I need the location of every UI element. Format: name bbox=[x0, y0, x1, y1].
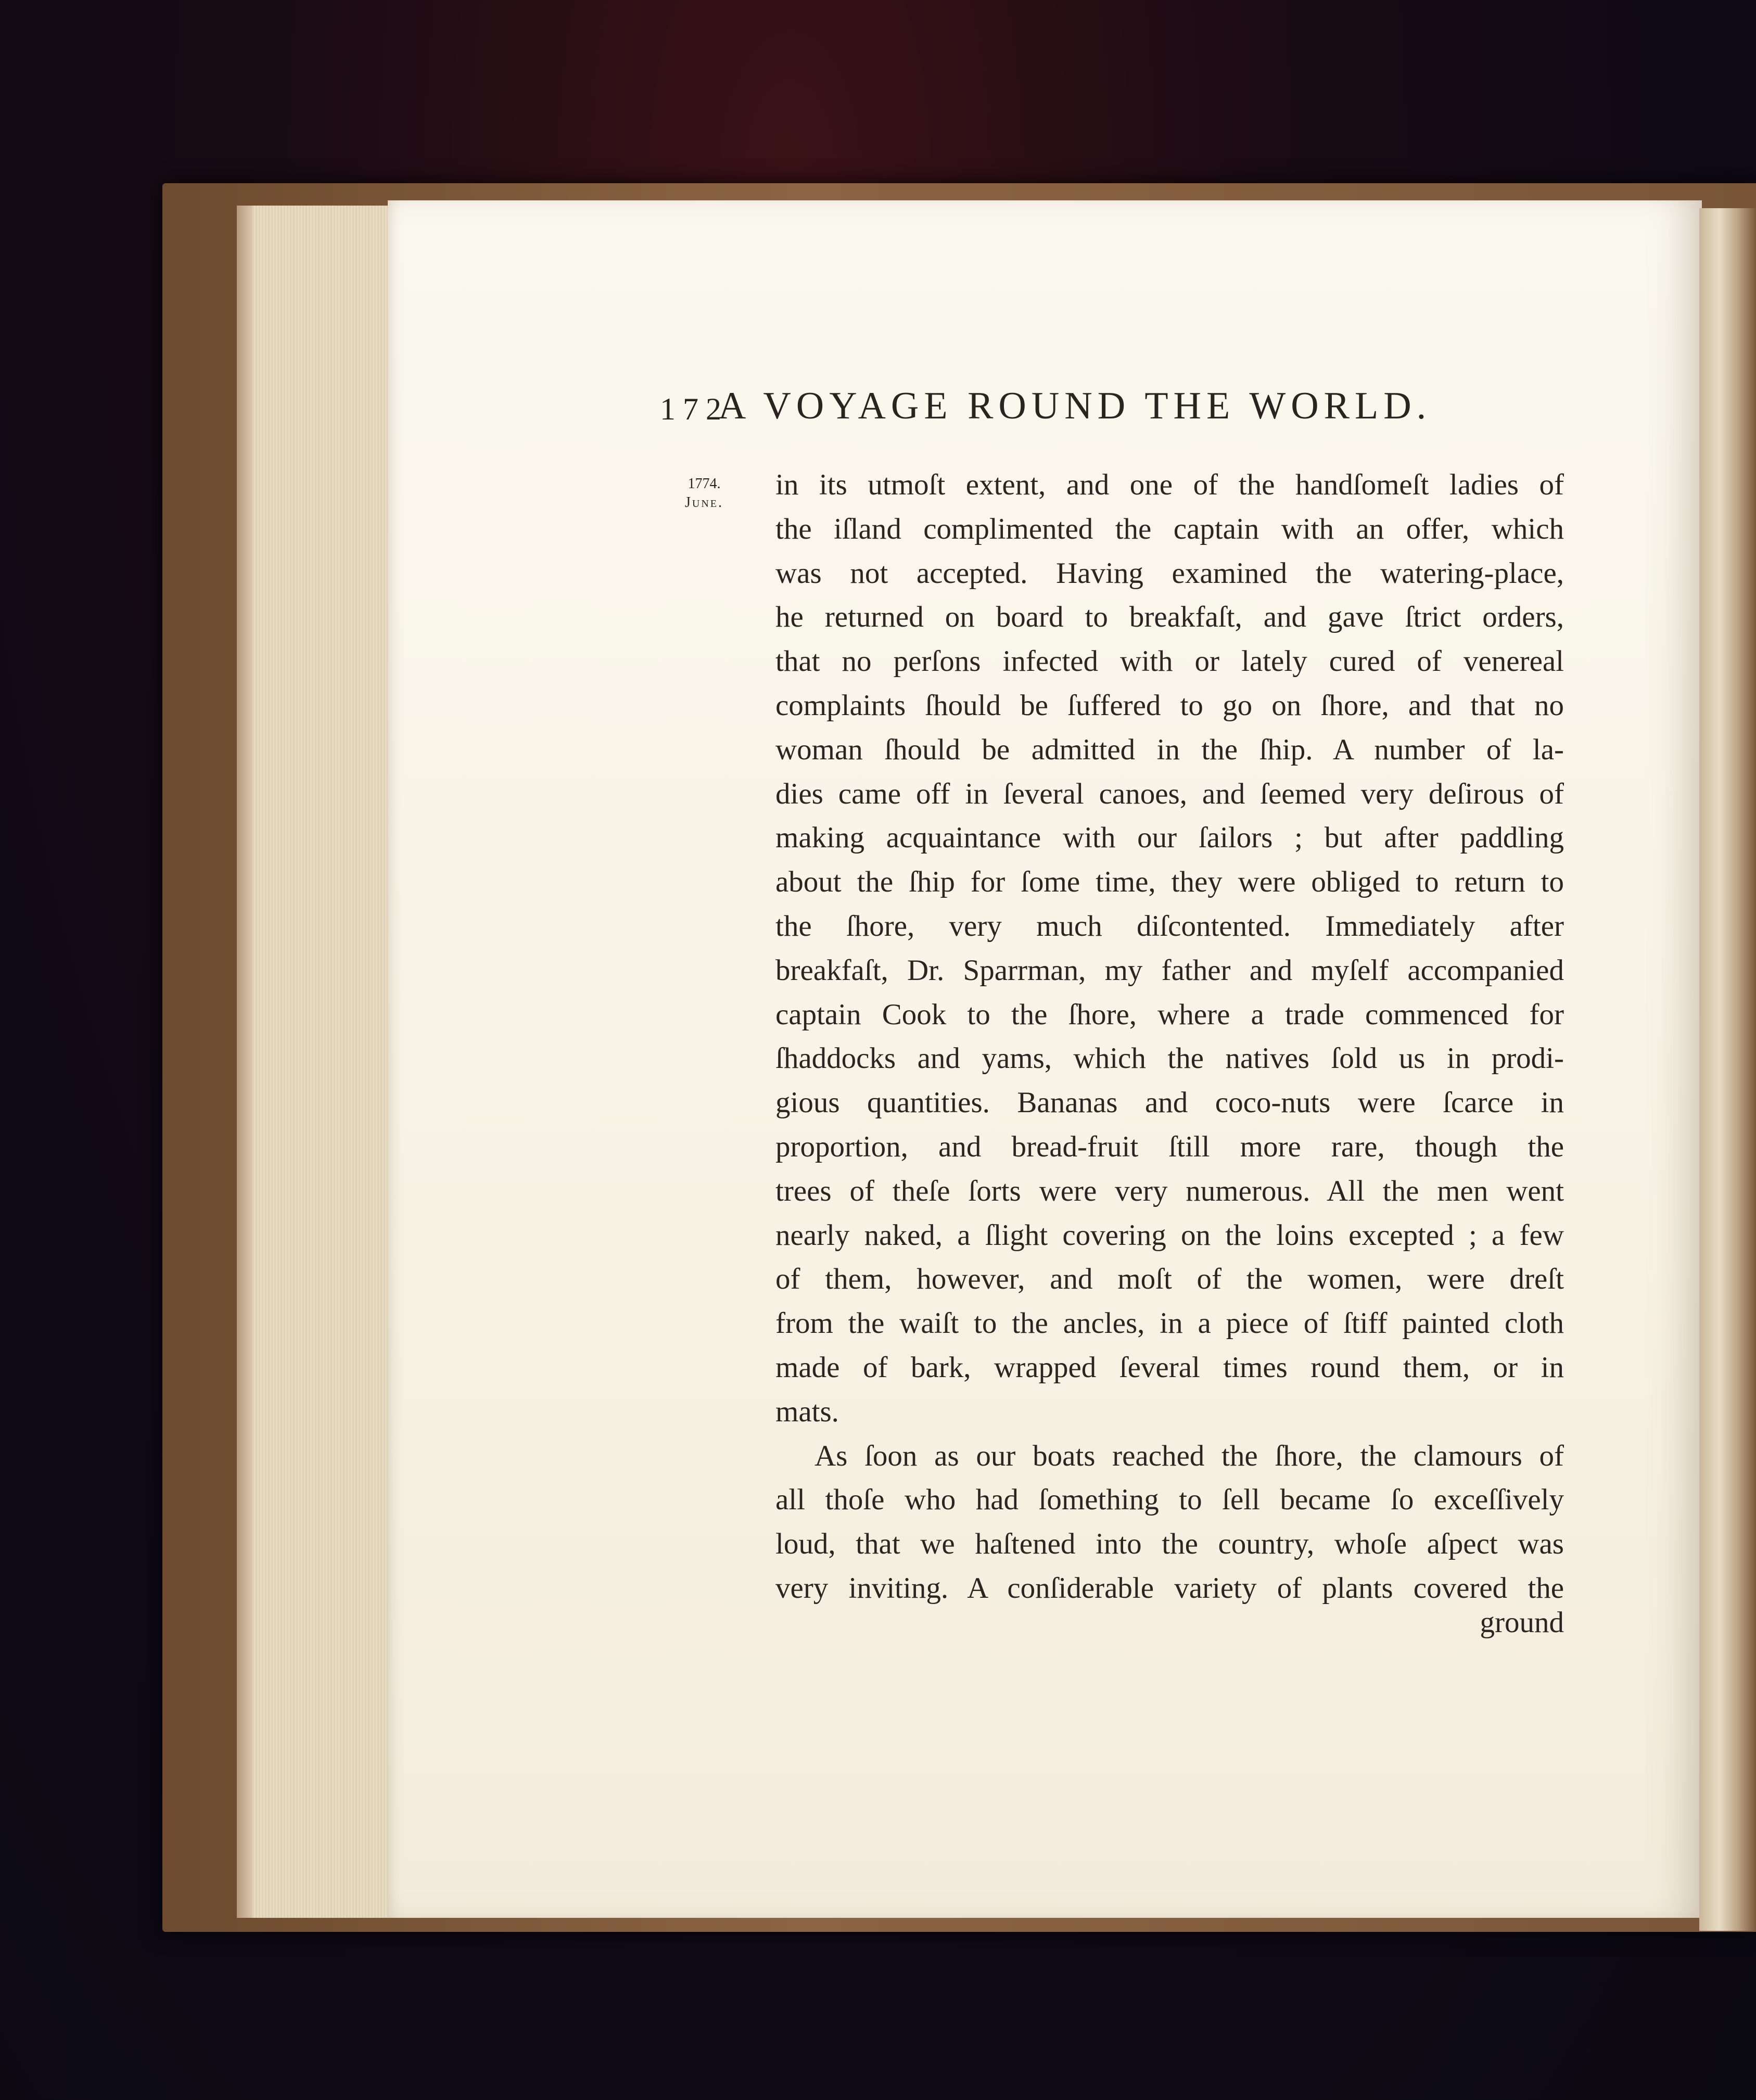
text-line: made of bark, wrapped ſeveral times round them, or in bbox=[775, 1351, 1564, 1384]
text-line: the iſland complimented the captain with an offer, which bbox=[775, 512, 1564, 545]
text-line: of them, however, and moſt of the women, were dreſt bbox=[775, 1263, 1564, 1296]
text-line: proportion, and bread-fruit ſtill more rare, though the bbox=[775, 1130, 1564, 1163]
margin-note-year: 1774. bbox=[688, 476, 721, 492]
body-text bbox=[775, 463, 1564, 1611]
catchword: ground bbox=[1480, 1606, 1564, 1639]
text-line: making acquaintance with our ſailors ; but after paddling bbox=[775, 821, 1564, 855]
text-line: all thoſe who had ſomething to ſell became ſo exceſſively bbox=[775, 1483, 1564, 1517]
text-line: in its utmoſt extent, and one of the handſomeſt ladies of bbox=[775, 468, 1564, 501]
page-block-shadow bbox=[237, 206, 252, 1918]
text-line: about the ſhip for ſome time, they were obliged to return to bbox=[775, 866, 1564, 899]
text-line: that no perſons infected with or lately cured of venereal bbox=[775, 645, 1564, 678]
text-line: woman ſhould be admitted in the ſhip. A number of la- bbox=[775, 733, 1564, 766]
text-line: from the waiſt to the ancles, in a piece of ſtiff painted cloth bbox=[775, 1307, 1564, 1340]
text-line: complaints ſhould be ſuffered to go on ſhore, and that no bbox=[775, 689, 1564, 722]
text-line: As ſoon as our boats reached the ſhore, the clamours of bbox=[815, 1439, 1564, 1472]
text-line: loud, that we haſtened into the country, whoſe aſpect was bbox=[775, 1528, 1564, 1561]
text-line: nearly naked, a ſlight covering on the loins excepted ; a few bbox=[775, 1218, 1564, 1252]
margin-note bbox=[676, 475, 733, 512]
text-line: mats. bbox=[775, 1395, 839, 1428]
text-line: captain Cook to the ſhore, where a trade commenced for bbox=[775, 998, 1564, 1031]
text-line: the ſhore, very much diſcontented. Immediately after bbox=[775, 909, 1564, 943]
margin-note-month: June. bbox=[685, 494, 723, 511]
text-line: breakfaſt, Dr. Sparrman, my father and myſelf accompanied bbox=[775, 953, 1564, 987]
page-block-edge bbox=[237, 206, 393, 1918]
facing-page-edge bbox=[1699, 208, 1756, 1931]
text-line: he returned on board to breakfaſt, and gave ſtrict orders, bbox=[775, 601, 1564, 634]
text-line: very inviting. A conſiderable variety of plants covered the bbox=[775, 1571, 1564, 1605]
text-line: ſhaddocks and yams, which the natives ſold us in prodi- bbox=[775, 1042, 1564, 1075]
running-title: A VOYAGE ROUND THE WORLD. bbox=[718, 385, 1432, 427]
text-line: was not accepted. Having examined the watering-place, bbox=[775, 556, 1564, 590]
text-line: trees of theſe ſorts were very numerous. All the men went bbox=[775, 1174, 1564, 1207]
text-line: dies came off in ſeveral canoes, and ſeemed very deſirous of bbox=[775, 777, 1564, 810]
text-line: gious quantities. Bananas and coco-nuts were ſcarce in bbox=[775, 1086, 1564, 1119]
page-number: 172 bbox=[660, 392, 729, 426]
